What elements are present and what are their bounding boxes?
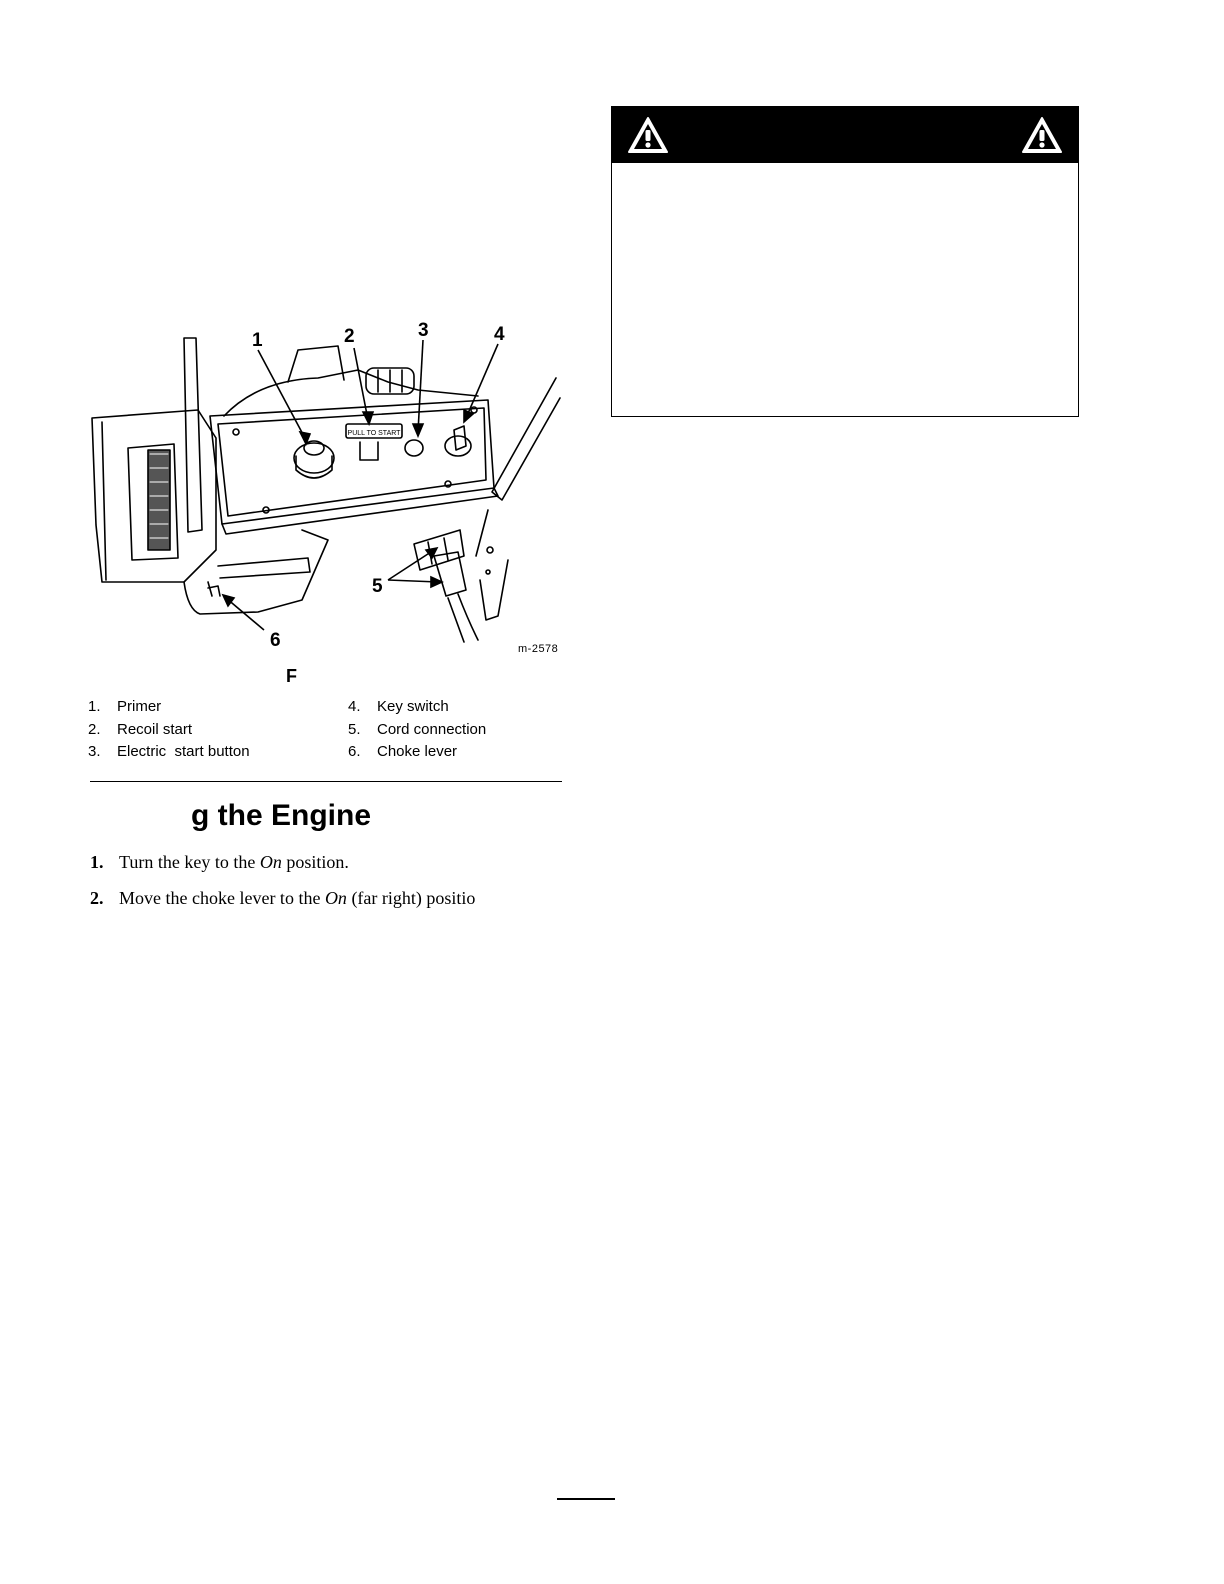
legend-number: 1. <box>88 698 101 715</box>
figure-caption: F <box>286 666 297 686</box>
callout-5: 5 <box>372 576 383 597</box>
legend-label: Electric start button <box>117 743 250 760</box>
legend-item <box>348 721 486 738</box>
step-text-post: position. <box>281 852 349 872</box>
engine-controls-figure <box>88 320 568 660</box>
callout-2: 2 <box>344 326 355 347</box>
step-item <box>90 888 475 909</box>
step-text-post: (far right) positio <box>346 888 476 908</box>
legend-item <box>88 698 161 715</box>
warning-triangle-icon <box>1020 115 1064 155</box>
legend-item <box>348 698 449 715</box>
legend-label: Recoil start <box>117 721 193 738</box>
callout-4: 4 <box>494 324 505 345</box>
section-heading: g the Engine <box>191 799 371 832</box>
callout-1: 1 <box>252 330 263 351</box>
callout-6: 6 <box>270 630 281 651</box>
warning-header-bar <box>612 107 1078 163</box>
legend-number: 3. <box>88 743 101 760</box>
step-text-emphasis: On <box>259 852 282 872</box>
legend-item <box>348 743 457 760</box>
legend-number: 5. <box>348 721 361 738</box>
legend-label: Key switch <box>377 698 449 715</box>
step-text-pre: Turn the key to the <box>119 852 260 872</box>
page-number-rule <box>557 1498 615 1500</box>
recoil-decal-text: PULL TO START <box>347 430 401 437</box>
callout-3: 3 <box>418 320 429 341</box>
engine-controls-illustration <box>88 320 568 660</box>
legend-label: Cord connection <box>377 721 487 738</box>
warning-triangle-icon <box>626 115 670 155</box>
legend-label: Primer <box>117 698 162 715</box>
legend-number: 2. <box>88 721 101 738</box>
section-divider <box>90 781 562 782</box>
step-text-pre: Move the choke lever to the <box>119 888 325 908</box>
figure-id: m-2578 <box>518 643 559 655</box>
step-item <box>90 852 349 873</box>
legend-label: Choke lever <box>377 743 458 760</box>
legend-number: 4. <box>348 698 361 715</box>
step-number: 2. <box>90 888 104 908</box>
warning-box <box>611 106 1079 417</box>
legend-item <box>88 743 250 760</box>
legend-item <box>88 721 192 738</box>
step-number: 1. <box>90 852 104 872</box>
step-text-emphasis: On <box>324 888 347 908</box>
legend-number: 6. <box>348 743 361 760</box>
